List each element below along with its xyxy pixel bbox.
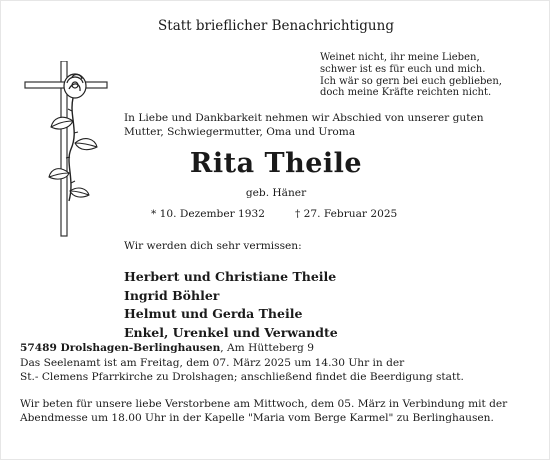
family-address: [20, 342, 314, 354]
intro-line: In Liebe und Dankbarkeit nehmen wir Abschied von unserer guten: [124, 112, 484, 124]
intro-line: Mutter, Schwiegermutter, Oma und Uroma: [124, 126, 356, 139]
poem-line: Weinet nicht, ihr meine Lieben,: [320, 52, 480, 63]
birth-date: * 10. Dezember 1932: [151, 208, 265, 220]
prayer-line: Abendmesse um 18.00 Uhr in der Kapelle "Maria vom Berge Karmel" zu Berlinghausen.: [20, 411, 494, 424]
deceased-name: Rita Theile: [189, 148, 363, 179]
mourner: Enkel, Urenkel und Verwandte: [124, 324, 338, 340]
poem-line: schwer ist es für euch und mich.: [320, 63, 486, 75]
service-line: St.- Clemens Pfarrkirche zu Drolshagen; anschließend findet die Beerdigung statt.: [20, 370, 464, 383]
service-info: [20, 357, 464, 385]
address-place: 57489 Drolshagen-Berlinghausen: [20, 342, 221, 354]
mourners-list: [124, 268, 338, 342]
miss-text: Wir werden dich sehr vermissen:: [124, 240, 302, 252]
poem: [320, 52, 502, 99]
notice-header: Statt brieflicher Benachrichtigung: [158, 18, 394, 34]
mourner: Herbert und Christiane Theile: [124, 269, 337, 284]
maiden-name: geb. Häner: [245, 187, 307, 199]
death-date: † 27. Februar 2025: [295, 208, 398, 220]
intro-text: [124, 111, 484, 140]
poem-line: Ich wär so gern bei euch geblieben,: [320, 75, 502, 87]
address-street: , Am Hütteberg 9: [220, 342, 314, 354]
mourner: Helmut und Gerda Theile: [124, 306, 303, 322]
prayer-line: Wir beten für unsere liebe Verstorbene am Mittwoch, dem 05. März in Verbindung mit der: [20, 398, 508, 410]
poem-line: doch meine Kräfte reichten nicht.: [320, 87, 492, 99]
service-line: Das Seelenamt ist am Freitag, dem 07. März 2025 um 14.30 Uhr in der: [20, 357, 405, 369]
prayer-info: [20, 398, 507, 426]
mourner: Ingrid Böhler: [124, 287, 220, 303]
